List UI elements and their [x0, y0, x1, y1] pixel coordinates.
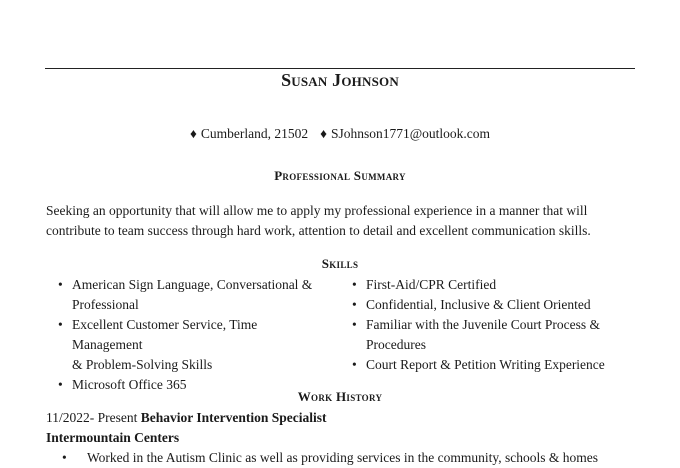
- contact-line: [0, 126, 680, 142]
- skill-item: • Court Report & Petition Writing Experience: [352, 355, 637, 375]
- summary-line: contribute to team success through hard work, attention to detail and excellent communication skills.: [46, 223, 591, 238]
- section-title-skills: Skills: [321, 256, 359, 271]
- skill-item: • Confidential, Inclusive & Client Oriented: [352, 295, 637, 315]
- job-duty-text: Worked in the Autism Clinic as well as providing services in the community, schools & homes: [87, 450, 598, 465]
- skill-item: • Excellent Customer Service, Time Management & Problem-Solving Skills: [58, 315, 328, 375]
- job-title: Behavior Intervention Specialist: [140, 410, 327, 425]
- section-title-work-history: Work History: [297, 389, 383, 404]
- skill-item: • First-Aid/CPR Certified: [352, 275, 637, 295]
- bullet-icon: •: [62, 450, 67, 465]
- header-rule: [45, 68, 635, 69]
- job-company: Intermountain Centers: [46, 430, 180, 445]
- skill-item: • Microsoft Office 365: [58, 375, 328, 395]
- contact-email[interactable]: SJohnson1771@outlook.com: [330, 126, 491, 141]
- skill-item: • Familiar with the Juvenile Court Process & Procedures: [352, 315, 637, 355]
- skills-column-right: [352, 275, 637, 375]
- summary-line: Seeking an opportunity that will allow me to apply my professional experience in a manner that will: [46, 203, 588, 218]
- job-header: [46, 408, 327, 428]
- contact-location: Cumberland, 21502: [200, 126, 309, 141]
- applicant-name: Susan Johnson: [281, 70, 399, 90]
- diamond-bullet-icon: ♦: [320, 126, 327, 141]
- skill-item: • American Sign Language, Conversational & Professional: [58, 275, 328, 315]
- professional-summary: [46, 201, 646, 241]
- job-dates: 11/2022- Present: [46, 410, 138, 425]
- skills-column-left: [58, 275, 328, 395]
- section-title-summary: Professional Summary: [274, 168, 406, 183]
- diamond-bullet-icon: ♦: [189, 126, 197, 141]
